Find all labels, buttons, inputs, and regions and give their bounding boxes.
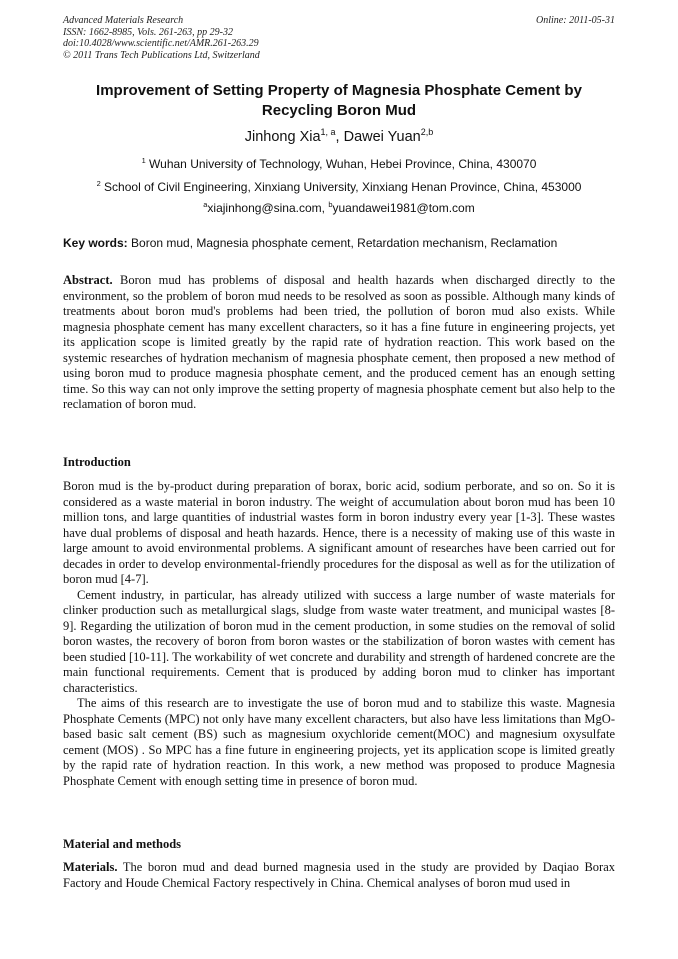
- materials-label: Materials.: [63, 860, 118, 874]
- affiliation-mark: 1: [141, 156, 146, 165]
- paragraph: Boron mud is the by-product during preparation of borax, boric acid, sodium perborate, and so on. So it is considered as a waste material in boron industry. The weight of accumulation about boron mud has been 10 million tons, and large quantities of industrial wastes form in boron industry every year [1-3]. These wastes have dual problems of disposal and heath hazards. Hence, there is a necessity of making use of this waste in large amount to avoid environmental problems. A significant amount of researches have been carried out for decades in order to develop environmental-friendly procedures for the disposal as well as for the utilization of boron mud [4-7].: [63, 479, 615, 586]
- online-date: Online: 2011-05-31: [536, 15, 615, 26]
- section-heading-materials-methods: Material and methods: [63, 837, 182, 851]
- materials-body: [63, 860, 615, 891]
- author-superscript: 1, a: [320, 127, 336, 138]
- affiliation-2: [63, 180, 615, 194]
- paper-title: Improvement of Setting Property of Magnesia Phosphate Cement by Recycling Boron Mud: [96, 82, 582, 119]
- abstract-text: Boron mud has problems of disposal and health hazards when discharged directly to the environment, so the problem of boron mud needs to be resolved as soon as possible. Although many kinds of treatments about boron mud's problems had been tried, the pollution of boron mud also exists. While magnesia phosphate cement has many excellent characters, so it has a fine future in engineering projects, yet its application scope is limited greatly by the rapid rate of hydration reaction. This work based on the systemic researches of hydration mechanism of magnesia phosphate cement, then proposed a new method of using boron mud to produce magnesia phosphate cement, and the produced cement has an enough setting time. So this way can not only improve the setting property of magnesia phosphate cement but also help to the reclamation of boron mud.: [63, 273, 615, 411]
- affiliation-text: Wuhan University of Technology, Wuhan, Hebei Province, China, 430070: [145, 157, 537, 171]
- abstract: [63, 273, 615, 413]
- email-line: [63, 201, 615, 215]
- email-mark: a: [203, 200, 208, 209]
- author-name: Dawei Yuan: [343, 129, 421, 145]
- paragraph: Cement industry, in particular, has already utilized with success a large number of waste materials for clinker production such as metallurgical slags, sludge from waste water treatment, and municipal wastes [8-9]. Regarding the utilization of boron mud in the cement production, in some studies on the removal of solid boron wastes, the recovery of boron from boron wastes or the stabilization of boron wastes with cement has been studied [10-11]. The workability of wet concrete and durability and strength of hardened concrete are the main functional requirements. Cement that is produced by adding boron mud to clinker has important characteristics.: [63, 587, 615, 695]
- affiliation-mark: 2: [96, 179, 101, 188]
- section-heading-introduction: Introduction: [63, 455, 131, 469]
- keywords-text: Boron mud, Magnesia phosphate cement, Retardation mechanism, Reclamation: [127, 236, 558, 250]
- affiliation-text: School of Civil Engineering, Xinxiang University, Xinxiang Henan Province, China, 453000: [100, 180, 582, 194]
- email-link[interactable]: yuandawei1981@tom.com: [332, 201, 475, 215]
- paragraph: The aims of this research are to investigate the use of boron mud and to stabilize this waste. Magnesia Phosphate Cements (MPC) not only have many excellent characters, but also have less limitations than MgO-based basic salt cement (BS) such as magnesium oxychloride cement(MOC) and magnesium oxysulfate cement (MOS) . So MPC has a fine future in engineering projects, yet its application scope is limited greatly by the rapid rate of hydration reaction. In this work, a new method was proposed to produce Magnesia Phosphate Cement with enough setting time in presence of boron mud.: [63, 696, 615, 788]
- author-superscript: 2,b: [420, 127, 434, 138]
- journal-name: Advanced Materials Research: [63, 15, 184, 26]
- keywords-label: Key words:: [63, 236, 128, 250]
- journal-header: [63, 15, 615, 61]
- issn-line: ISSN: 1662-8985, Vols. 261-263, pp 29-32: [63, 26, 233, 38]
- materials-text: The boron mud and dead burned magnesia used in the study are provided by Daqiao Borax Factory and Houde Chemical Factory respectively in China. Chemical analyses of boron mud used in: [63, 860, 615, 890]
- author-name: Jinhong Xia: [244, 129, 321, 145]
- keywords: [63, 236, 615, 250]
- author-separator: ,: [335, 129, 344, 145]
- copyright-line: © 2011 Trans Tech Publications Ltd, Switzerland: [63, 49, 260, 61]
- author-line: [63, 128, 615, 146]
- introduction-body: [63, 479, 615, 789]
- affiliation-1: [63, 157, 615, 171]
- email-link[interactable]: xiajinhong@sina.com,: [207, 201, 329, 215]
- doi-line: doi:10.4028/www.scientific.net/AMR.261-263.29: [63, 38, 259, 49]
- email-mark: b: [328, 200, 333, 209]
- abstract-label: Abstract.: [63, 273, 113, 287]
